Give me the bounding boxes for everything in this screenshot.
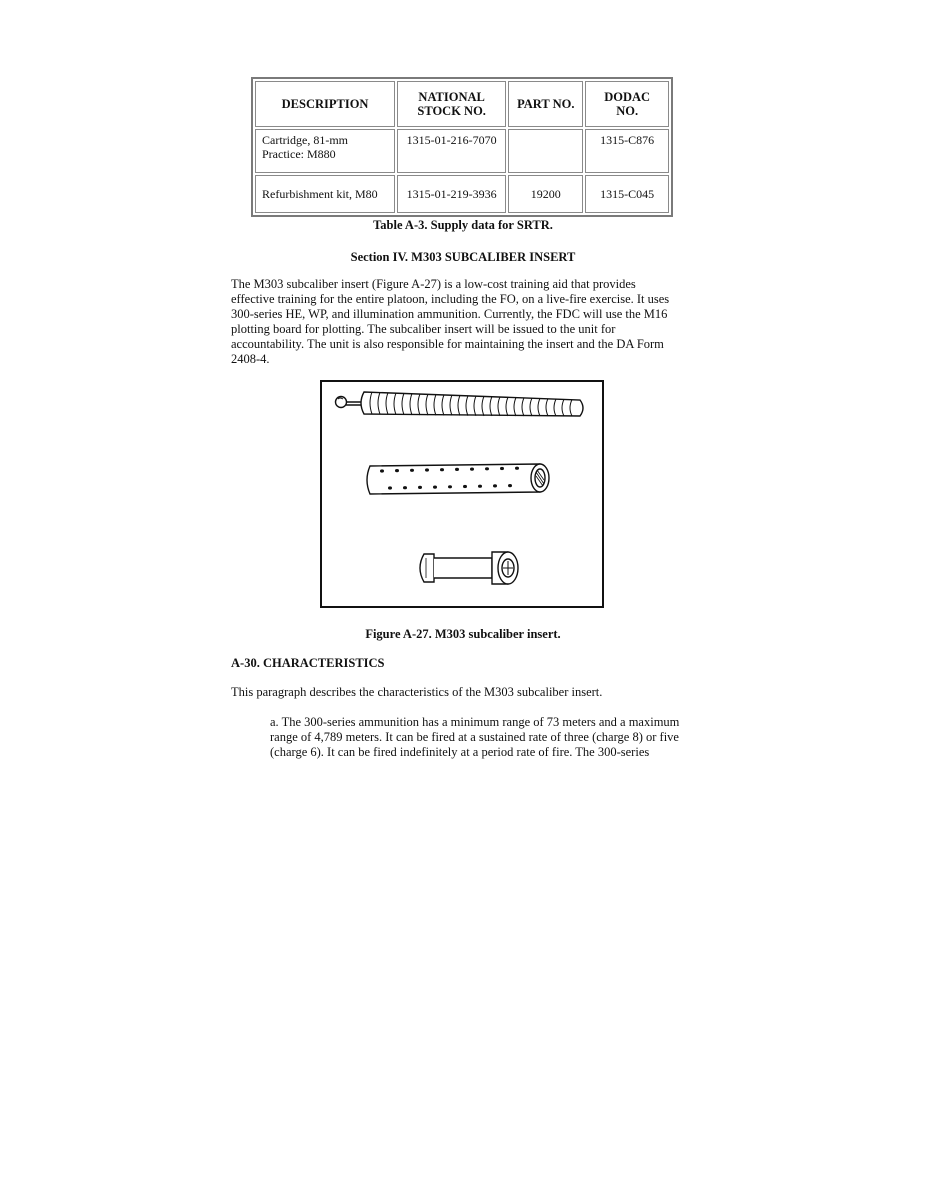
m303-subcaliber-insert-figure — [320, 380, 604, 608]
cell-description: Refurbishment kit, M80 — [255, 175, 395, 213]
table-header-row — [255, 81, 669, 127]
m303-insert-illustration — [322, 382, 602, 606]
cell-description: Cartridge, 81-mm Practice: M880 — [255, 129, 395, 173]
figure-caption: Figure A-27. M303 subcaliber insert. — [365, 627, 561, 641]
header-part-no: PART NO. — [508, 81, 583, 127]
cell-nsn: 1315-01-219-3936 — [397, 175, 506, 213]
cell-part-no: 19200 — [508, 175, 583, 213]
adapter-drawing — [420, 552, 518, 584]
characteristics-heading: A-30. CHARACTERISTICS — [231, 656, 385, 670]
characteristics-intro: This paragraph describes the characteristics of the M303 subcaliber insert. — [231, 685, 603, 699]
supply-data-table — [251, 77, 673, 217]
header-national-stock-no: NATIONAL STOCK NO. — [397, 81, 506, 127]
threaded-barrel-drawing — [336, 392, 584, 416]
table-row — [255, 129, 669, 173]
table-row — [255, 175, 669, 213]
header-dodac-no: DODAC NO. — [585, 81, 669, 127]
cell-part-no — [508, 129, 583, 173]
cell-dodac: 1315-C876 — [585, 129, 669, 173]
characteristics-item-a: a. The 300-series ammunition has a minimum range of 73 meters and a maximum range of 4,789 meters. It can be fired at a sustained rate of three (charge 8) or five (charge 6). It can be fired indefinitely at a period rate of fire. The 300-series — [270, 715, 680, 759]
section-intro-paragraph: The M303 subcaliber insert (Figure A-27) is a low-cost training aid that provides effective training for the entire platoon, including the FO, on a live-fire exercise. It uses 300-series HE, WP, and illumination ammunition. Currently, the FDC will use the M16 plotting board for plotting. The subcaliber insert will be issued to the unit for accountability. The unit is also responsible for maintaining the insert and the DA Form 2408-4. — [231, 277, 670, 366]
cell-nsn: 1315-01-216-7070 — [397, 129, 506, 173]
table-caption: Table A-3. Supply data for SRTR. — [373, 218, 553, 232]
section-title: Section IV. M303 SUBCALIBER INSERT — [350, 250, 576, 264]
header-description: DESCRIPTION — [255, 81, 395, 127]
perforated-tube-drawing — [367, 464, 549, 494]
cell-dodac: 1315-C045 — [585, 175, 669, 213]
